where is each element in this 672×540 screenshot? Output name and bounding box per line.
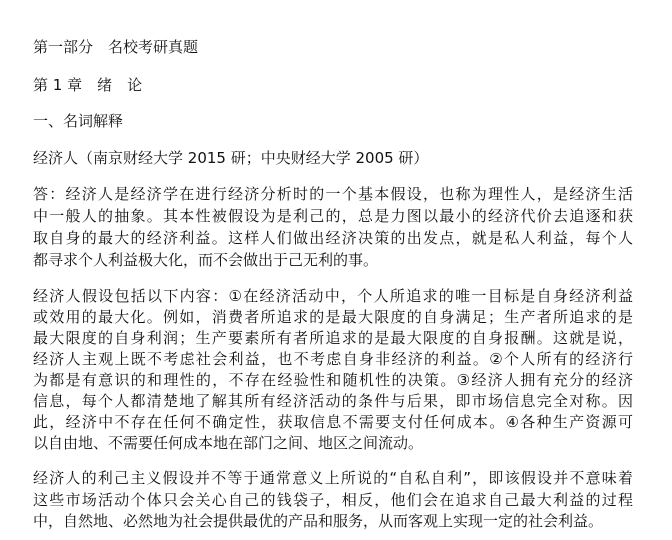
paragraph-2-line-7: 此，经济中不存在任何不确定性，获取信息不需要支付任何成本。④各种生产资源可: [33, 413, 633, 431]
paragraph-1-line-1: 答：经济人是经济学在进行经济分析时的一个基本假设，也称为理性人，是经济生活: [33, 185, 633, 203]
paragraph-2-line-3: 最大限度的自身利润；生产要素所有者所追求的是最大限度的自身报酬。这就是说，: [33, 329, 633, 347]
paragraph-1-line-2: 中一般人的抽象。其本性被假设为是利己的，总是力图以最小的经济代价去追逐和获: [33, 207, 633, 225]
paragraph-2-line-6: 信息，每个人都清楚地了解其所有经济活动的条件与后果，即市场信息完全对称。因: [33, 392, 633, 410]
paragraph-1-line-3: 取自身的最大的经济利益。这样人们做出经济决策的出发点，就是私人利益，每个人: [33, 229, 633, 247]
paragraph-3-line-3: 中，自然地、必然地为社会提供最优的产品和服务，从而客观上实现一定的社会利益。: [33, 512, 604, 530]
paragraph-2-line-4: 经济人主观上既不考虑社会利益，也不考虑自身非经济的利益。②个人所有的经济行: [33, 350, 633, 368]
paragraph-2-line-8: 以自由地、不需要任何成本地在部门之间、地区之间流动。: [33, 434, 424, 452]
paragraph-2-line-1: 经济人假设包括以下内容：①在经济活动中，个人所追求的唯一目标是自身经济利益: [33, 287, 633, 305]
paragraph-1-line-4: 都寻求个人利益极大化，而不会做出于己无利的事。: [33, 251, 379, 269]
paragraph-3-line-1: 经济人的利己主义假设并不等于通常意义上所说的“自私自利”，即该假设并不意味着: [33, 469, 633, 487]
section-title: 一、名词解释: [33, 112, 124, 130]
part-title: 第一部分 名校考研真题: [33, 38, 199, 56]
term-title: 经济人（南京财经大学 2015 研；中央财经大学 2005 研）: [33, 149, 429, 167]
paragraph-3-line-2: 这些市场活动个体只会关心自己的钱袋子，相反，他们会在追求自己最大利益的过程: [33, 491, 633, 509]
paragraph-2-line-2: 或效用的最大化。例如，消费者所追求的是最大限度的自身满足；生产者所追求的是: [33, 308, 633, 326]
chapter-title: 第 1 章 绪 论: [33, 76, 143, 94]
paragraph-2-line-5: 为都是有意识的和理性的，不存在经验性和随机性的决策。③经济人拥有充分的经济: [33, 371, 633, 389]
